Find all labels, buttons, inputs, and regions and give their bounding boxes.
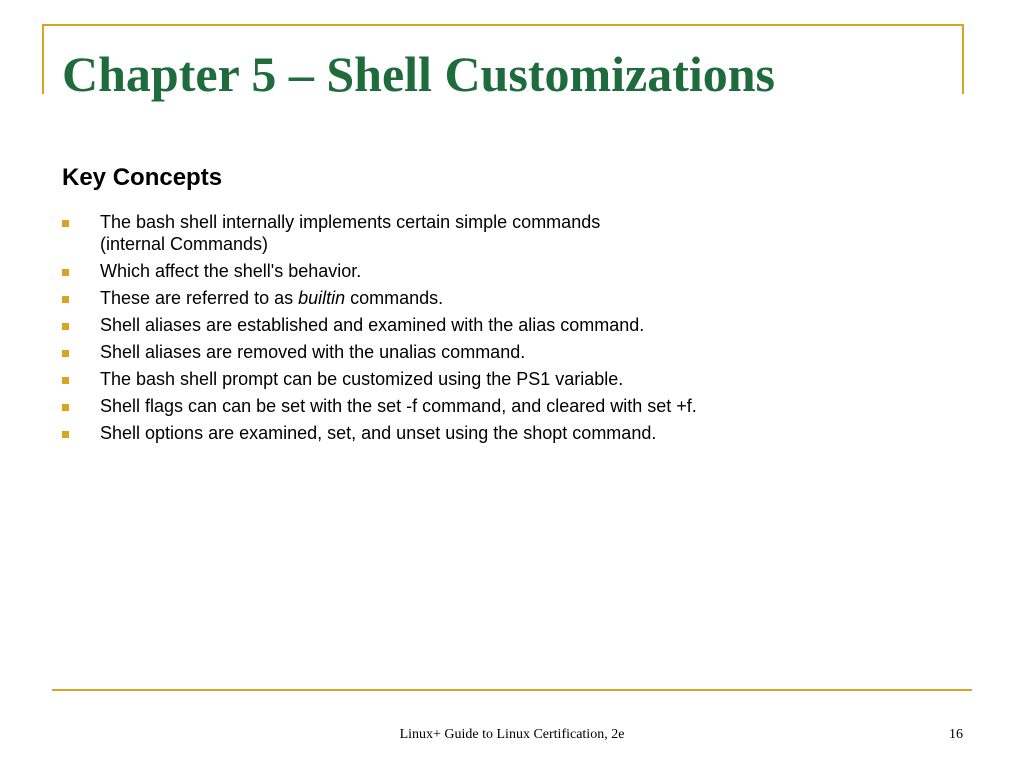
square-bullet-icon xyxy=(62,350,69,357)
square-bullet-icon xyxy=(62,431,69,438)
bullet-item xyxy=(62,368,962,390)
frame-right-rule xyxy=(962,24,964,94)
section-heading: Key Concepts xyxy=(62,164,223,191)
bullet-text-part: commands. xyxy=(345,288,444,308)
bullet-emphasis: builtin xyxy=(298,288,346,308)
footer-caption: Linux+ Guide to Linux Certification, 2e xyxy=(399,727,625,742)
bullet-text-line: (internal Commands) xyxy=(100,234,269,254)
bullet-item xyxy=(62,422,962,444)
page-number: 16 xyxy=(949,727,963,742)
bullet-item xyxy=(62,287,962,309)
bullet-item xyxy=(62,341,962,363)
bullet-text: Which affect the shell's behavior. xyxy=(100,261,362,281)
square-bullet-icon xyxy=(62,323,69,330)
bullet-text: Shell options are examined, set, and unset using the shopt command. xyxy=(100,423,657,443)
bullet-list xyxy=(62,211,962,449)
bullet-text: Shell aliases are removed with the unalias command. xyxy=(100,342,526,362)
square-bullet-icon xyxy=(62,220,69,227)
bullet-text-line: The bash shell internally implements certain simple commands xyxy=(100,212,601,232)
bullet-item xyxy=(62,260,962,282)
footer-rule xyxy=(52,689,972,691)
bullet-text: The bash shell prompt can be customized using the PS1 variable. xyxy=(100,369,624,389)
bullet-text-part: These are referred to as xyxy=(100,288,299,308)
bullet-text: Shell flags can can be set with the set -f command, and cleared with set +f. xyxy=(100,396,697,416)
bullet-item xyxy=(62,211,962,255)
bullet-item xyxy=(62,314,962,336)
square-bullet-icon xyxy=(62,269,69,276)
bullet-item xyxy=(62,395,962,417)
bullet-text xyxy=(100,288,443,308)
bullet-text xyxy=(100,212,600,254)
bullet-text: Shell aliases are established and examined with the alias command. xyxy=(100,315,645,335)
frame-top-rule xyxy=(42,24,964,26)
slide-title: Chapter 5 – Shell Customizations xyxy=(62,46,776,102)
square-bullet-icon xyxy=(62,404,69,411)
frame-left-rule xyxy=(42,24,44,94)
square-bullet-icon xyxy=(62,377,69,384)
square-bullet-icon xyxy=(62,296,69,303)
